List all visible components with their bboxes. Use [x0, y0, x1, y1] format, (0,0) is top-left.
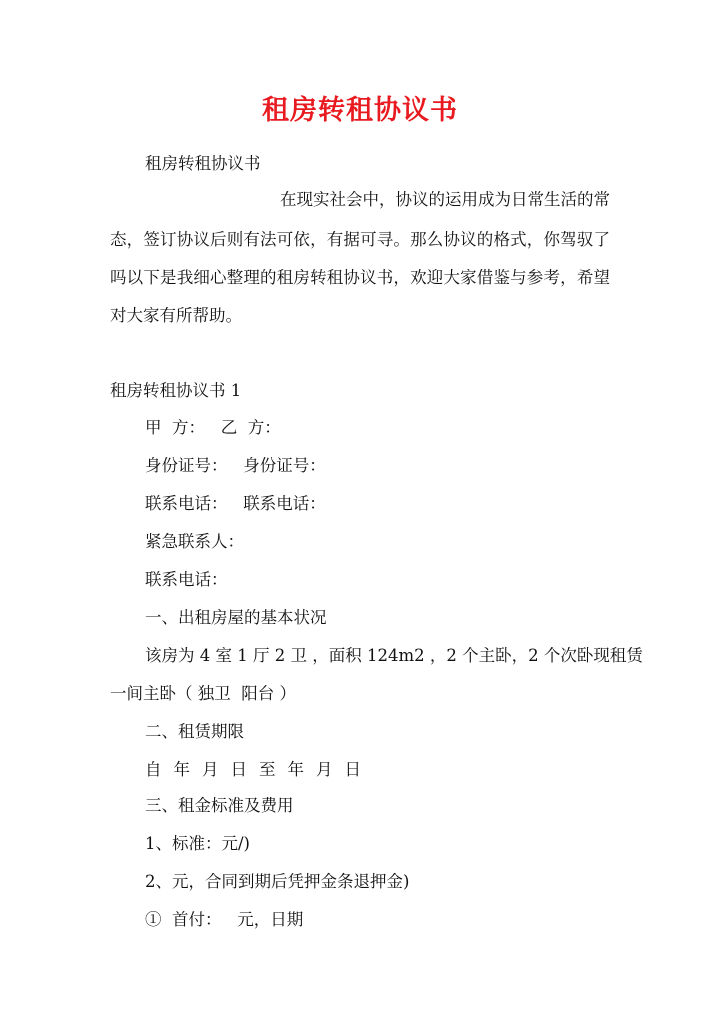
rent-item-1: 1、标准：元/)	[145, 834, 250, 853]
intro-line-1: 在现实社会中，协议的运用成为日常生活的常	[280, 190, 610, 209]
heading-house-status: 一、出租房屋的基本状况	[145, 608, 327, 627]
period-word: 至	[259, 760, 276, 779]
house-desc-line-2: 一间主卧（ 独卫 阳台 ）	[110, 684, 296, 703]
heading-lease-period: 二、租赁期限	[145, 722, 244, 741]
section-title: 租房转租协议书 1	[110, 381, 242, 400]
document-subtitle: 租房转租协议书	[145, 154, 261, 173]
period-word: 日	[230, 760, 247, 779]
period-word: 自	[145, 760, 162, 779]
emergency-contact-line: 紧急联系人：	[145, 532, 244, 551]
id-number-line: 身份证号： 身份证号：	[145, 456, 326, 475]
period-word: 年	[173, 760, 190, 779]
lease-period-line	[145, 760, 373, 780]
intro-line-4: 对大家有所帮助。	[110, 306, 242, 325]
period-word: 月	[316, 760, 333, 779]
parties-line: 甲 方： 乙 方：	[145, 418, 281, 437]
house-desc-line-1: 该房为 4 室 1 厅 2 卫 ，面积 124m2 ，2 个主卧，2 个次卧现租赁	[145, 646, 643, 665]
intro-line-2: 态，签订协议后则有法可依，有据可寻。那么协议的格式，你驾驭了	[110, 230, 610, 249]
emergency-phone-line: 联系电话：	[145, 570, 228, 589]
rent-item-3: ① 首付： 元，日期	[145, 910, 304, 929]
document-title: 租房转租协议书	[262, 95, 458, 126]
rent-item-2: 2、元，合同到期后凭押金条退押金)	[145, 872, 410, 891]
period-word: 月	[202, 760, 219, 779]
period-word: 年	[287, 760, 304, 779]
intro-line-3: 吗以下是我细心整理的租房转租协议书，欢迎大家借鉴与参考，希望	[110, 268, 610, 287]
period-word: 日	[344, 760, 361, 779]
phone-line: 联系电话： 联系电话：	[145, 494, 326, 513]
heading-rent-standard: 三、租金标准及费用	[145, 796, 294, 815]
